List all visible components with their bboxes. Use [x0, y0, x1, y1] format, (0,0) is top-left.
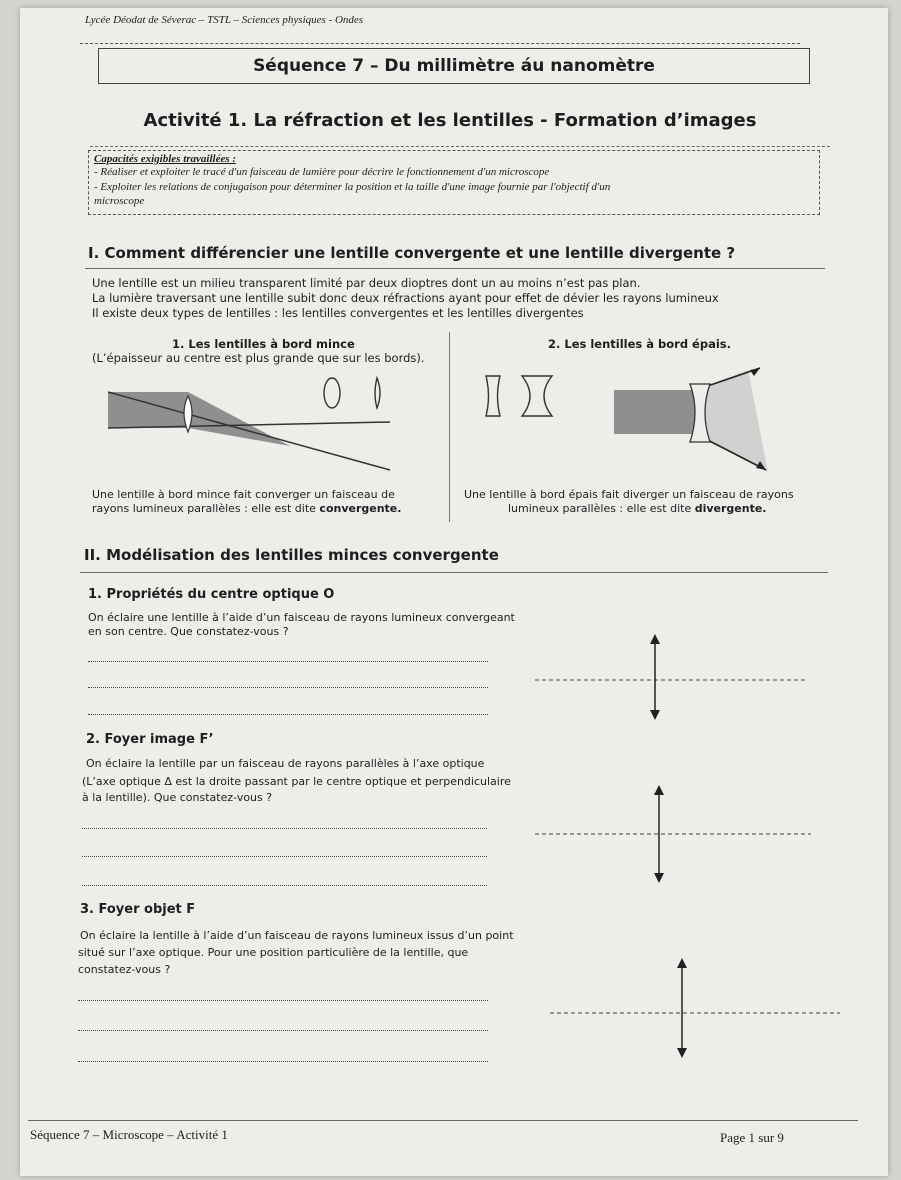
biconvex-lens-shape-icon	[324, 378, 340, 408]
arrow-up-icon	[677, 958, 687, 968]
arrow-up-icon	[654, 785, 664, 795]
answer-line	[82, 885, 487, 886]
sub-2-title: 2. Foyer image F’	[86, 732, 214, 747]
sub-2-text: à la lentille). Que constatez-vous ?	[82, 791, 273, 804]
sub-3-text: constatez-vous ?	[78, 963, 171, 976]
sub-1-title: 1. Propriétés du centre optique O	[88, 587, 335, 602]
activity-title: Activité 1. La réfraction et les lentilles - Formation d’images	[143, 110, 757, 131]
section-1-divider	[85, 268, 825, 269]
biconcave-lens-shape-icon	[486, 376, 500, 416]
school-header: Lycée Déodat de Séverac – TSTL – Sciences physiques - Ondes	[85, 14, 364, 26]
arrow-down-icon	[654, 873, 664, 883]
sub-2-text: On éclaire la lentille par un faisceau de rayons parallèles à l’axe optique	[86, 757, 485, 770]
capacity-item: - Réaliser et exploiter le tracé d'un faisceau de lumière pour décrire le fonctionnement d'un microscope	[94, 166, 550, 178]
answer-line	[78, 1000, 488, 1001]
section-2-divider	[80, 572, 828, 573]
sub-2-text: (L’axe optique Δ est la droite passant par le centre optique et perpendiculaire	[82, 775, 511, 788]
title-divider	[90, 146, 830, 147]
column-divider	[449, 332, 450, 522]
thin-lens-caption-line2: rayons lumineux parallèles : elle est dite convergente.	[92, 502, 402, 515]
thin-lens-subtitle: (L’épaisseur au centre est plus grande que sur les bords).	[92, 351, 425, 365]
answer-line	[88, 687, 488, 688]
intro-line: La lumière traversant une lentille subit donc deux réfractions ayant pour effet de dévier les rayons lumineux	[92, 291, 719, 305]
sub-3-text: situé sur l’axe optique. Pour une position particulière de la lentille, que	[78, 946, 469, 959]
capacity-item: - Exploiter les relations de conjugaison pour déterminer la position et la taille d'une image fournie par l'objectif d'un	[94, 181, 611, 193]
footer-divider	[28, 1120, 858, 1121]
section-1-title: I. Comment différencier une lentille convergente et une lentille divergente ?	[88, 244, 736, 262]
sub-1-text: en son centre. Que constatez-vous ?	[88, 625, 289, 638]
capacities-title: Capacités exigibles travaillées :	[94, 153, 237, 165]
answer-line	[88, 661, 488, 662]
answer-line	[78, 1061, 488, 1062]
intro-line: Une lentille est un milieu transparent limité par deux dioptres dont un au moins n’est pas plan.	[92, 276, 641, 290]
lens-axis-diagram-3	[550, 955, 845, 1060]
lens-axis-diagram-1	[535, 632, 810, 722]
arrow-up-icon	[650, 634, 660, 644]
arrow-down-icon	[677, 1048, 687, 1058]
converging-ray-top	[108, 392, 390, 470]
answer-line	[82, 828, 487, 829]
page-number: Page 1 sur 9	[720, 1130, 784, 1145]
thick-lens-caption-line: Une lentille à bord épais fait diverger un faisceau de rayons	[464, 488, 794, 501]
answer-line	[78, 1030, 488, 1031]
capacity-item: microscope	[94, 195, 145, 207]
sub-3-text: On éclaire la lentille à l’aide d’un faisceau de rayons lumineux issus d’un point	[80, 929, 514, 942]
diverging-lens-diagram	[478, 362, 778, 482]
thin-lens-title: 1. Les lentilles à bord mince	[172, 337, 355, 351]
header-divider	[80, 43, 800, 44]
double-concave-lens-shape-icon	[522, 376, 552, 416]
answer-line	[88, 714, 488, 715]
footer-left: Séquence 7 – Microscope – Activité 1	[30, 1127, 228, 1142]
plano-convex-lens-shape-icon	[375, 378, 380, 408]
thin-lens-caption-line: Une lentille à bord mince fait converger un faisceau de	[92, 488, 395, 501]
sequence-title-box	[98, 48, 810, 84]
sequence-title: Séquence 7 – Du millimètre áu nanomètre	[253, 56, 655, 76]
intro-line: Il existe deux types de lentilles : les lentilles convergentes et les lentilles divergentes	[92, 306, 584, 320]
arrow-down-icon	[650, 710, 660, 720]
sub-1-text: On éclaire une lentille à l’aide d’un faisceau de rayons lumineux convergeant	[88, 611, 515, 624]
section-2-title: II. Modélisation des lentilles minces convergente	[84, 546, 499, 564]
answer-line	[82, 856, 487, 857]
sub-3-title: 3. Foyer objet F	[80, 902, 196, 917]
thick-lens-caption-line2: lumineux parallèles : elle est dite divergente.	[508, 502, 767, 515]
thick-lens-title: 2. Les lentilles à bord épais.	[548, 337, 732, 351]
diverging-beam-in	[614, 390, 696, 434]
converging-lens-diagram	[100, 368, 440, 483]
lens-axis-diagram-2	[535, 782, 815, 886]
